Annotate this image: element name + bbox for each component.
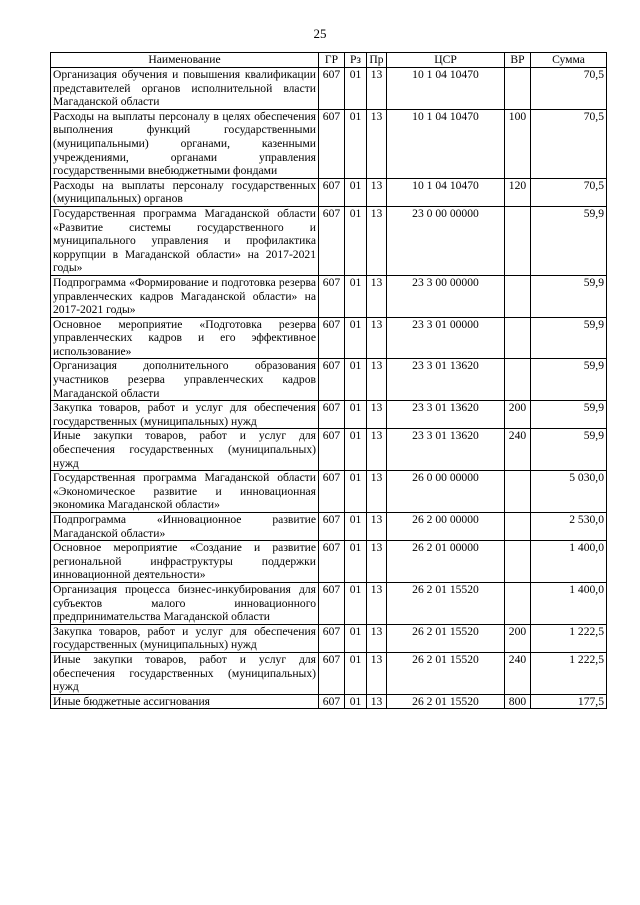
cell-rz: 01: [345, 68, 367, 110]
cell-name: Иные закупки товаров, работ и услуг для обеспечения государственных (муниципальных) нужд: [51, 429, 319, 471]
cell-name: Организация обучения и повышения квалификации представителей органов исполнительной власти Магаданской области: [51, 68, 319, 110]
cell-csr: 26 2 01 00000: [387, 541, 505, 583]
cell-name: Иные закупки товаров, работ и услуг для обеспечения государственных (муниципальных) нужд: [51, 652, 319, 694]
cell-csr: 23 3 01 13620: [387, 429, 505, 471]
cell-gr: 607: [319, 317, 345, 359]
table-row: [51, 652, 607, 694]
cell-rz: 01: [345, 275, 367, 317]
cell-gr: 607: [319, 429, 345, 471]
cell-csr: 10 1 04 10470: [387, 68, 505, 110]
table-row: [51, 68, 607, 110]
cell-csr: 26 2 01 15520: [387, 694, 505, 709]
cell-name: Подпрограмма «Инновационное развитие Магаданской области»: [51, 513, 319, 541]
cell-gr: 607: [319, 513, 345, 541]
cell-gr: 607: [319, 694, 345, 709]
table-row: [51, 429, 607, 471]
cell-rz: 01: [345, 317, 367, 359]
cell-sum: 59,9: [531, 359, 607, 401]
cell-gr: 607: [319, 624, 345, 652]
cell-gr: 607: [319, 652, 345, 694]
cell-gr: 607: [319, 471, 345, 513]
table-row: [51, 401, 607, 429]
cell-vr: 240: [505, 429, 531, 471]
table-row: [51, 317, 607, 359]
cell-sum: 59,9: [531, 401, 607, 429]
page-number: 25: [313, 26, 327, 41]
cell-name: Закупка товаров, работ и услуг для обеспечения государственных (муниципальных) нужд: [51, 624, 319, 652]
budget-table: [50, 52, 607, 709]
cell-rz: 01: [345, 694, 367, 709]
table-row: [51, 275, 607, 317]
cell-pr: 13: [367, 694, 387, 709]
cell-csr: 26 2 01 15520: [387, 582, 505, 624]
cell-rz: 01: [345, 541, 367, 583]
table-row: [51, 359, 607, 401]
cell-vr: 100: [505, 109, 531, 178]
cell-vr: [505, 275, 531, 317]
table-row: [51, 178, 607, 206]
cell-rz: 01: [345, 624, 367, 652]
cell-pr: 13: [367, 582, 387, 624]
cell-sum: 1 222,5: [531, 624, 607, 652]
cell-csr: 26 2 01 15520: [387, 652, 505, 694]
cell-sum: 70,5: [531, 109, 607, 178]
cell-sum: 59,9: [531, 429, 607, 471]
cell-rz: 01: [345, 471, 367, 513]
cell-sum: 1 400,0: [531, 541, 607, 583]
cell-name: Организация дополнительного образования участников резерва управленческих кадров Магаданской области: [51, 359, 319, 401]
cell-vr: 200: [505, 624, 531, 652]
cell-rz: 01: [345, 429, 367, 471]
cell-name: Основное мероприятие «Создание и развитие региональной инфраструктуры поддержки инновационной деятельности»: [51, 541, 319, 583]
cell-csr: 10 1 04 10470: [387, 109, 505, 178]
cell-vr: [505, 359, 531, 401]
header-vr: ВР: [505, 53, 531, 68]
table-row: [51, 624, 607, 652]
table-body: [51, 68, 607, 709]
cell-vr: [505, 68, 531, 110]
cell-name: Расходы на выплаты персоналу государственных (муниципальных) органов: [51, 178, 319, 206]
cell-rz: 01: [345, 359, 367, 401]
cell-name: Иные бюджетные ассигнования: [51, 694, 319, 709]
cell-name: Основное мероприятие «Подготовка резерва управленческих кадров и его эффективное использование»: [51, 317, 319, 359]
table-row: [51, 513, 607, 541]
cell-vr: 800: [505, 694, 531, 709]
cell-name: Расходы на выплаты персоналу в целях обеспечения выполнения функций государственными (муниципальными) органами, казенными учреждениями, органами управления государственными внебюджетными фондами: [51, 109, 319, 178]
cell-pr: 13: [367, 513, 387, 541]
cell-sum: 70,5: [531, 68, 607, 110]
cell-vr: 120: [505, 178, 531, 206]
cell-pr: 13: [367, 275, 387, 317]
cell-sum: 177,5: [531, 694, 607, 709]
table-row: [51, 582, 607, 624]
header-gr: ГР: [319, 53, 345, 68]
cell-gr: 607: [319, 582, 345, 624]
cell-vr: [505, 471, 531, 513]
cell-sum: 2 530,0: [531, 513, 607, 541]
cell-vr: [505, 582, 531, 624]
table-header-row: [51, 53, 607, 68]
cell-csr: 23 3 01 13620: [387, 359, 505, 401]
cell-name: Подпрограмма «Формирование и подготовка резерва управленческих кадров Магаданской области» на 2017-2021 годы»: [51, 275, 319, 317]
cell-sum: 5 030,0: [531, 471, 607, 513]
header-name: Наименование: [51, 53, 319, 68]
cell-csr: 26 2 01 15520: [387, 624, 505, 652]
cell-vr: [505, 513, 531, 541]
cell-pr: 13: [367, 624, 387, 652]
cell-sum: 59,9: [531, 206, 607, 275]
cell-vr: [505, 206, 531, 275]
header-csr: ЦСР: [387, 53, 505, 68]
cell-pr: 13: [367, 109, 387, 178]
cell-name: Государственная программа Магаданской области «Развитие системы государственного и муниципального управления и профилактика коррупции в Магаданской области» на 2017-2021 годы»: [51, 206, 319, 275]
cell-pr: 13: [367, 652, 387, 694]
cell-rz: 01: [345, 178, 367, 206]
cell-pr: 13: [367, 471, 387, 513]
cell-gr: 607: [319, 109, 345, 178]
table-row: [51, 541, 607, 583]
cell-sum: 1 222,5: [531, 652, 607, 694]
cell-vr: [505, 541, 531, 583]
cell-sum: 59,9: [531, 317, 607, 359]
cell-csr: 10 1 04 10470: [387, 178, 505, 206]
cell-rz: 01: [345, 582, 367, 624]
cell-vr: [505, 317, 531, 359]
table-row: [51, 471, 607, 513]
cell-pr: 13: [367, 359, 387, 401]
cell-rz: 01: [345, 109, 367, 178]
cell-rz: 01: [345, 652, 367, 694]
cell-gr: 607: [319, 359, 345, 401]
cell-pr: 13: [367, 317, 387, 359]
cell-csr: 23 0 00 00000: [387, 206, 505, 275]
cell-pr: 13: [367, 68, 387, 110]
cell-rz: 01: [345, 206, 367, 275]
table-row: [51, 206, 607, 275]
cell-name: Закупка товаров, работ и услуг для обеспечения государственных (муниципальных) нужд: [51, 401, 319, 429]
cell-sum: 1 400,0: [531, 582, 607, 624]
cell-gr: 607: [319, 541, 345, 583]
cell-rz: 01: [345, 513, 367, 541]
cell-pr: 13: [367, 206, 387, 275]
cell-pr: 13: [367, 178, 387, 206]
cell-gr: 607: [319, 206, 345, 275]
cell-sum: 59,9: [531, 275, 607, 317]
cell-vr: 240: [505, 652, 531, 694]
cell-csr: 23 3 00 00000: [387, 275, 505, 317]
cell-gr: 607: [319, 401, 345, 429]
cell-pr: 13: [367, 401, 387, 429]
table-row: [51, 694, 607, 709]
cell-name: Организация процесса бизнес-инкубирования для субъектов малого инновационного предпринимательства Магаданской области: [51, 582, 319, 624]
cell-gr: 607: [319, 275, 345, 317]
cell-gr: 607: [319, 68, 345, 110]
table-row: [51, 109, 607, 178]
cell-sum: 70,5: [531, 178, 607, 206]
cell-csr: 23 3 01 00000: [387, 317, 505, 359]
header-rz: Рз: [345, 53, 367, 68]
cell-gr: 607: [319, 178, 345, 206]
cell-csr: 26 0 00 00000: [387, 471, 505, 513]
cell-pr: 13: [367, 541, 387, 583]
cell-name: Государственная программа Магаданской области «Экономическое развитие и инновационная экономика Магаданской области»: [51, 471, 319, 513]
cell-csr: 26 2 00 00000: [387, 513, 505, 541]
cell-csr: 23 3 01 13620: [387, 401, 505, 429]
header-sum: Сумма: [531, 53, 607, 68]
header-pr: Пр: [367, 53, 387, 68]
cell-vr: 200: [505, 401, 531, 429]
cell-pr: 13: [367, 429, 387, 471]
cell-rz: 01: [345, 401, 367, 429]
